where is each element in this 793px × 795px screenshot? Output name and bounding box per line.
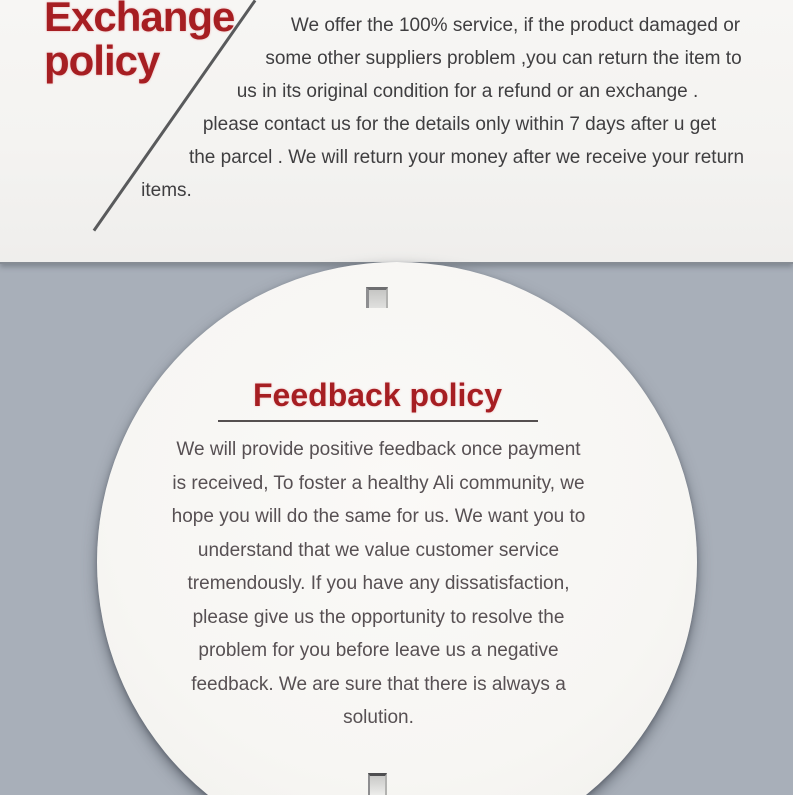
exchange-policy-section <box>0 0 793 264</box>
exchange-text-line: us in its original condition for a refund or an exchange . <box>236 81 699 102</box>
exchange-text-line: some other suppliers problem ,you can return the item to <box>265 48 742 69</box>
feedback-policy-title: Feedback policy <box>253 377 502 413</box>
feedback-text-line: problem for you before leave us a negative <box>198 640 559 661</box>
feedback-text-line: please give us the opportunity to resolve the <box>192 606 565 628</box>
exchange-policy-text <box>0 9 793 207</box>
exchange-text-line: please contact us for the details only within 7 days after u get <box>202 114 717 135</box>
feedback-text-line: solution. <box>343 707 414 728</box>
tag-hole-bottom <box>368 773 387 795</box>
feedback-text-line: feedback. We are sure that there is always a <box>191 673 566 695</box>
feedback-text-line: is received, To foster a healthy Ali community, we <box>172 472 585 494</box>
exchange-title-line1: Exchange <box>44 0 235 40</box>
exchange-title-line2: policy <box>44 37 160 84</box>
feedback-text-line: understand that we value customer service <box>197 539 560 561</box>
feedback-text-line: tremendously. If you have any dissatisfaction, <box>187 573 570 594</box>
feedback-text-line: We will provide positive feedback once payment <box>176 439 581 460</box>
exchange-text-line: We offer the 100% service, if the product damaged or <box>290 15 741 36</box>
tag-hole-top <box>366 287 388 308</box>
exchange-text-line: items. <box>141 180 192 201</box>
feedback-title-underline <box>218 420 538 422</box>
feedback-text-line: hope you will do the same for us. We want you to <box>171 506 586 527</box>
feedback-policy-text <box>0 433 775 735</box>
exchange-text-line: the parcel . We will return your money after we receive your return <box>188 147 745 168</box>
